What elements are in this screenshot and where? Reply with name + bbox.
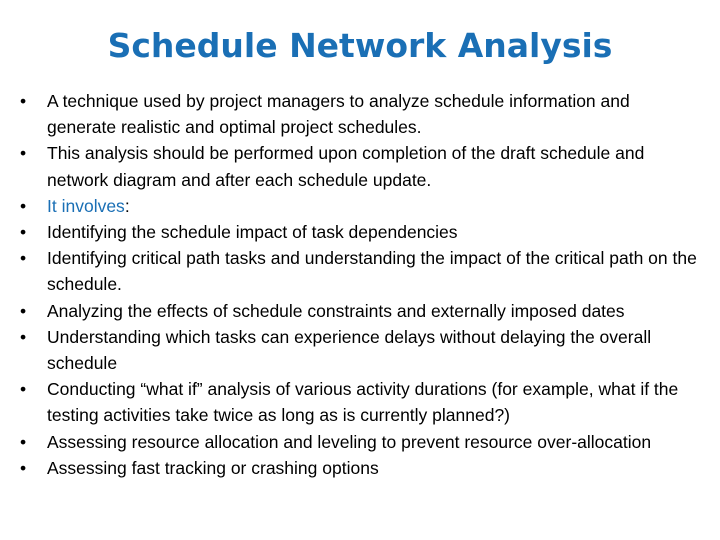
bullet-marker: • [20, 431, 27, 452]
bullet-item [20, 219, 700, 245]
bullet-marker: • [20, 326, 27, 347]
bullet-text: Understanding which tasks can experience delays without delaying the overall schedule [47, 326, 652, 374]
bullet-list [20, 88, 700, 481]
slide-title: Schedule Network Analysis [107, 26, 613, 65]
bullet-item [20, 88, 700, 140]
bullet-text: This analysis should be performed upon completion of the draft schedule and network diagram and after each schedule update. [47, 143, 645, 190]
bullet-text: Assessing fast tracking or crashing options [47, 457, 379, 478]
bullet-text: Conducting “what if” analysis of various activity durations (for example, what if the testing activities take twice as long as is currently planned?) [47, 379, 679, 426]
bullet-marker: • [20, 248, 27, 269]
bullet-text: A technique used by project managers to analyze schedule information and generate realistic and optimal project schedules. [47, 91, 630, 138]
bullet-lead-text: It involves [47, 195, 125, 216]
bullet-marker: • [20, 379, 27, 400]
bullet-item [20, 429, 700, 455]
bullet-marker: • [20, 91, 27, 111]
bullet-item [20, 455, 700, 481]
bullet-marker: • [20, 195, 27, 216]
bullet-item [20, 298, 700, 324]
bullet-item [20, 376, 700, 428]
bullet-marker: • [20, 457, 27, 478]
bullet-item [20, 245, 700, 297]
bullet-marker: • [20, 300, 27, 321]
bullet-marker: • [20, 222, 27, 243]
bullet-text: : [124, 195, 130, 216]
bullet-item [20, 324, 700, 376]
bullet-text: Assessing resource allocation and leveling to prevent resource over-allocation [47, 431, 652, 452]
bullet-text: Identifying critical path tasks and understanding the impact of the critical path on the schedule. [47, 248, 697, 295]
bullet-item [20, 140, 700, 192]
bullet-marker: • [20, 143, 27, 164]
bullet-text: Analyzing the effects of schedule constraints and externally imposed dates [47, 300, 625, 321]
bullet-item [20, 193, 700, 219]
bullet-text: Identifying the schedule impact of task dependencies [47, 222, 458, 243]
